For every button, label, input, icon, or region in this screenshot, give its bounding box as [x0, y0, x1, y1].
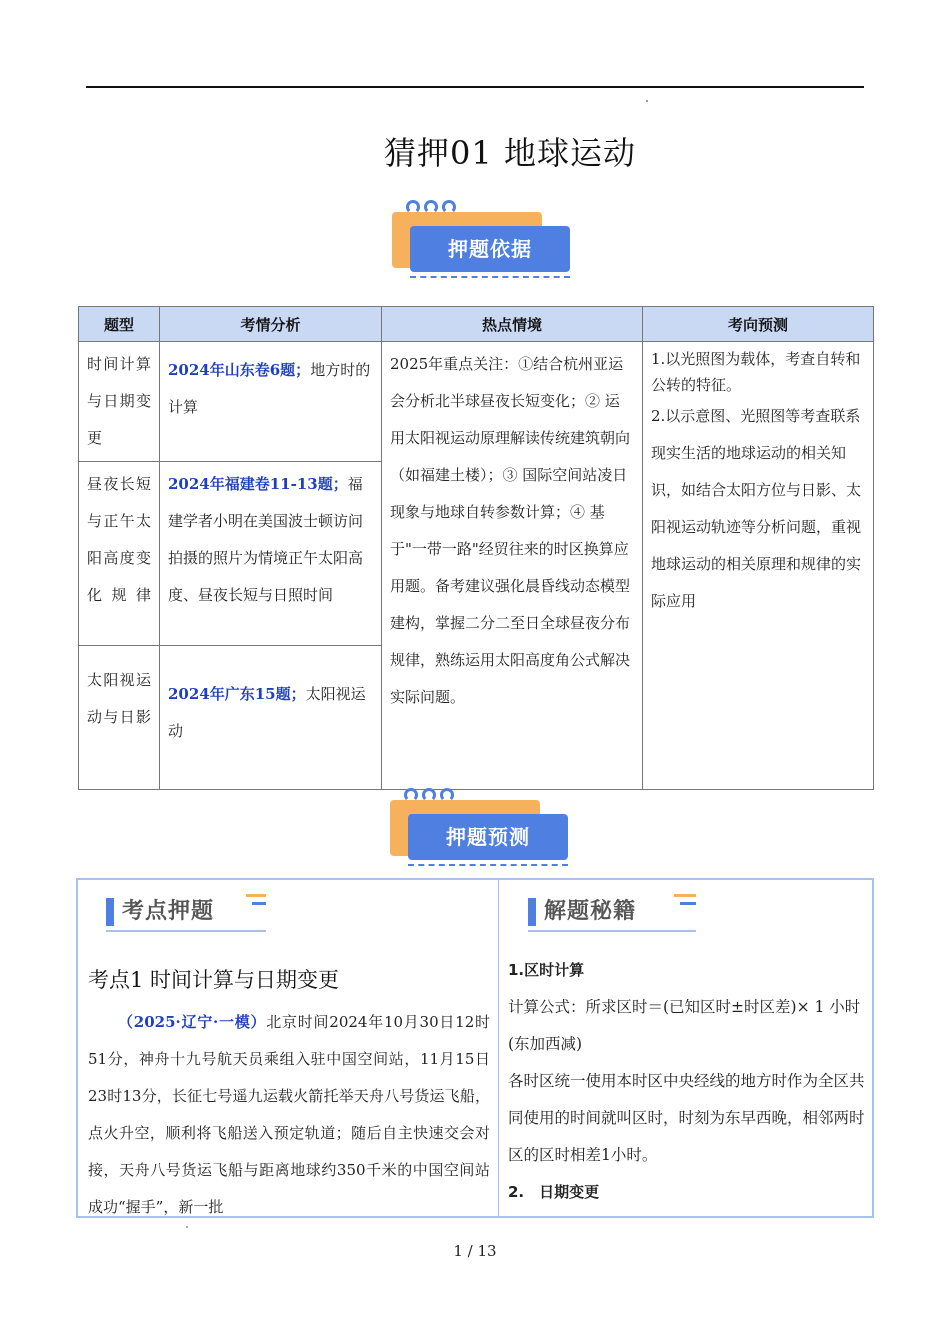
- section-heading-right-label: 解题秘籍: [544, 899, 637, 924]
- point-title: 考点1 时间计算与日期变更: [88, 968, 340, 992]
- question-passage: [88, 1004, 490, 1226]
- page-number: 1 / 13: [453, 1242, 497, 1260]
- banner-basis: [388, 200, 578, 280]
- hotspot-cell: 2025年重点关注：①结合杭州亚运会分析北半球昼夜长短变化；② 运用太阳视运动原理解读传统建筑朝向（如福建土楼）；③ 国际空间站凌日现象与地球自转参数计算；④ 基于"一带一路"经贸往来的时区换算应用题。备考建议强化晨昏线动态模型建构，掌握二分二至日全球昼夜分布规律，熟练运用太阳高度角公式解决实际问题。: [382, 342, 643, 790]
- tip-formula: 计算公式：所求区时＝(已知区时±时区差)× 1 小时(东加西减): [508, 998, 861, 1053]
- left-column: [88, 964, 490, 1226]
- analysis-text: 地方时的计算: [168, 361, 371, 416]
- section-heading-right: [528, 892, 696, 932]
- section-heading-left: [106, 892, 266, 932]
- basis-table: [78, 306, 874, 790]
- banner-prediction: [386, 788, 576, 868]
- forecast-item-2: 2.以示意图、光照图等考查联系现实生活的地球运动的相关知识，如结合太阳方位与日影、太阳视运动轨迹等分析问题，重视地球运动的相关原理和规律的实际应用: [651, 407, 862, 610]
- prediction-box: [76, 878, 874, 1218]
- table-row-analysis: [160, 462, 382, 646]
- source-label: 2024年山东卷6题；: [168, 361, 311, 379]
- decorative-dot: [186, 1226, 188, 1228]
- tip-subtitle-1: 1.区时计算: [508, 961, 585, 979]
- page-title: 猜押01 地球运动: [384, 134, 636, 172]
- source-label: 2024年福建卷11-13题；: [168, 475, 348, 493]
- table-row-type: 昼夜长短与正午太阳高度变化规律: [79, 462, 160, 646]
- source-label: 2024年广东15题；: [168, 685, 306, 703]
- table-row-type: 时间计算与日期变更: [79, 342, 160, 462]
- forecast-item-1: 1.以光照图为载体，考查自转和公转的特征。: [651, 350, 861, 394]
- header-forecast: 考向预测: [643, 307, 874, 342]
- section-heading-left-label: 考点押题: [122, 899, 215, 924]
- banner-prediction-label: 押题预测: [408, 814, 568, 860]
- header-hotspot: 热点情境: [382, 307, 643, 342]
- tip-description: 各时区统一使用本时区中央经线的地方时作为全区共同使用的时间就叫区时，时刻为东早西晚，相邻两时区的区时相差1小时。: [508, 1072, 865, 1164]
- table-row-analysis: [160, 646, 382, 790]
- question-text: 北京时间2024年10月30日12时51分，神舟十九号航天员乘组入驻中国空间站，11月15日23时13分，长征七号遥九运载火箭托举天舟八号货运飞船，点火升空，顺利将飞船送入预定轨道；随后自主快速交会对接，天舟八号货运飞船与距离地球约350千米的中国空间站成功“握手”，新一批: [88, 1013, 490, 1216]
- analysis-text: 太阳视运动: [168, 685, 366, 740]
- header-rule: [86, 86, 864, 88]
- column-divider: [498, 880, 499, 1216]
- right-column: [508, 952, 868, 1211]
- analysis-text: 福建学者小明在美国波士顿访问拍摄的照片为情境正午太阳高度、昼夜长短与日照时间: [168, 475, 364, 604]
- table-row-analysis: [160, 342, 382, 462]
- header-analysis: 考情分析: [160, 307, 382, 342]
- tip-subtitle-2: 2. 日期变更: [508, 1183, 600, 1201]
- banner-basis-label: 押题依据: [410, 226, 570, 272]
- decorative-dot: [646, 100, 648, 102]
- question-source: （2025·辽宁·一模）: [118, 1013, 267, 1031]
- header-type: 题型: [79, 307, 160, 342]
- table-row-type: 太阳视运动与日影: [79, 646, 160, 790]
- forecast-cell: [643, 342, 874, 790]
